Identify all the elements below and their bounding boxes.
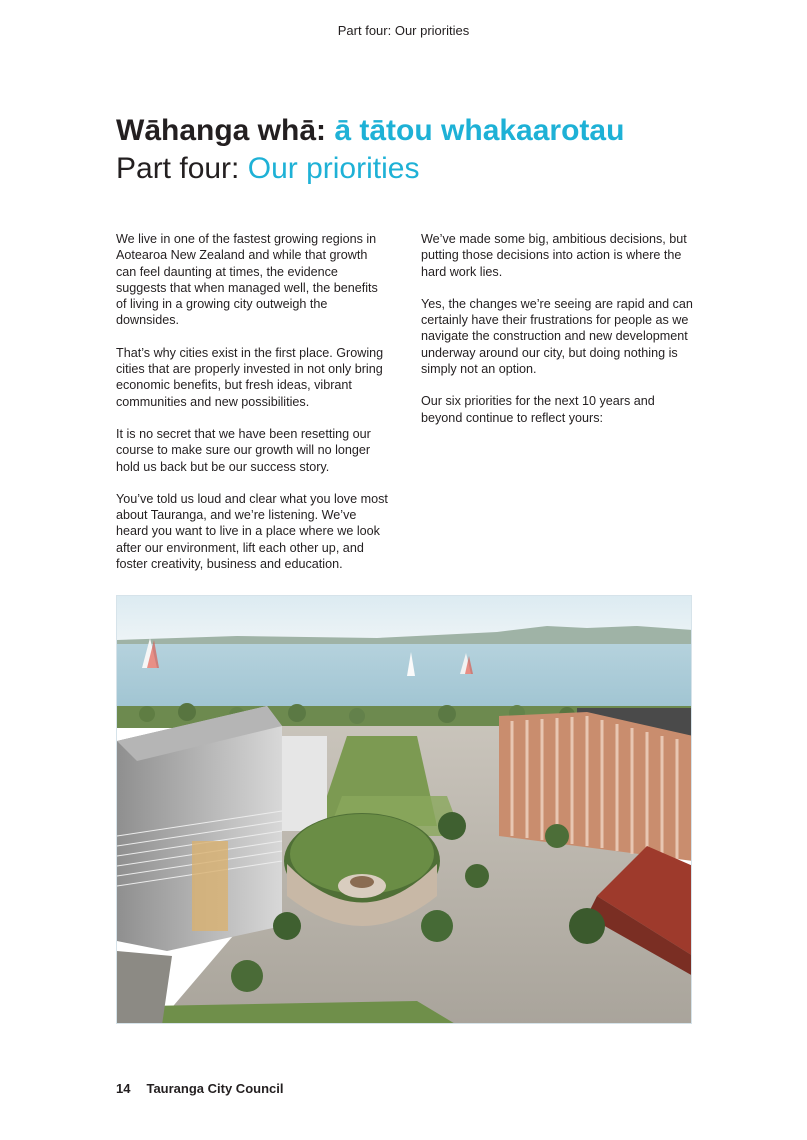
page-title: [116, 112, 716, 188]
body-paragraph: That’s why cities exist in the first place. Growing cities that are properly invested in not only bring economic benefits, but fresh ideas, vibrant communities and new possibilities.: [116, 345, 384, 409]
organisation-name: Tauranga City Council: [146, 1081, 284, 1096]
harbour-water: [117, 644, 692, 716]
body-paragraph: Our six priorities for the next 10 years and beyond continue to reflect yours:: [421, 394, 655, 425]
body-column-left: [116, 231, 391, 588]
title-maori-bold: Wāhanga whā:: [116, 114, 327, 147]
title-maori: [116, 112, 716, 150]
body-paragraph: We live in one of the fastest growing regions in Aotearoa New Zealand and while that growth can feel daunting at times, the evidence suggests that when managed well, the benefits of living in a growing city outweigh the downsides.: [116, 232, 378, 328]
city-centre-illustration: [116, 595, 692, 1024]
title-english-plain: Part four:: [116, 152, 240, 185]
page-number: 14: [116, 1081, 131, 1096]
title-english-accent: Our priorities: [247, 152, 420, 185]
title-maori-accent: ā tātou whakaarotau: [334, 114, 625, 147]
body-paragraph: We’ve made some big, ambitious decisions, but putting those decisions into action is where the hard work lies.: [421, 232, 687, 279]
body-paragraph: You’ve told us loud and clear what you love most about Tauranga, and we’re listening. We’ve heard you want to live in a place where we look after our environment, lift each other up, and foster creativity, business and education.: [116, 491, 388, 572]
page-footer: [116, 1081, 283, 1096]
running-header: Part four: Our priorities: [337, 23, 470, 38]
body-paragraph: It is no secret that we have been resetting our course to make sure our growth will no longer hold us back but be our success story.: [116, 426, 371, 474]
body-paragraph: Yes, the changes we’re seeing are rapid and can certainly have their frustrations for people as we navigate the construction and new development underway around our city, but doing nothing is simply not an option.: [421, 296, 693, 377]
title-english: [116, 150, 716, 188]
body-column-right: [421, 231, 696, 442]
